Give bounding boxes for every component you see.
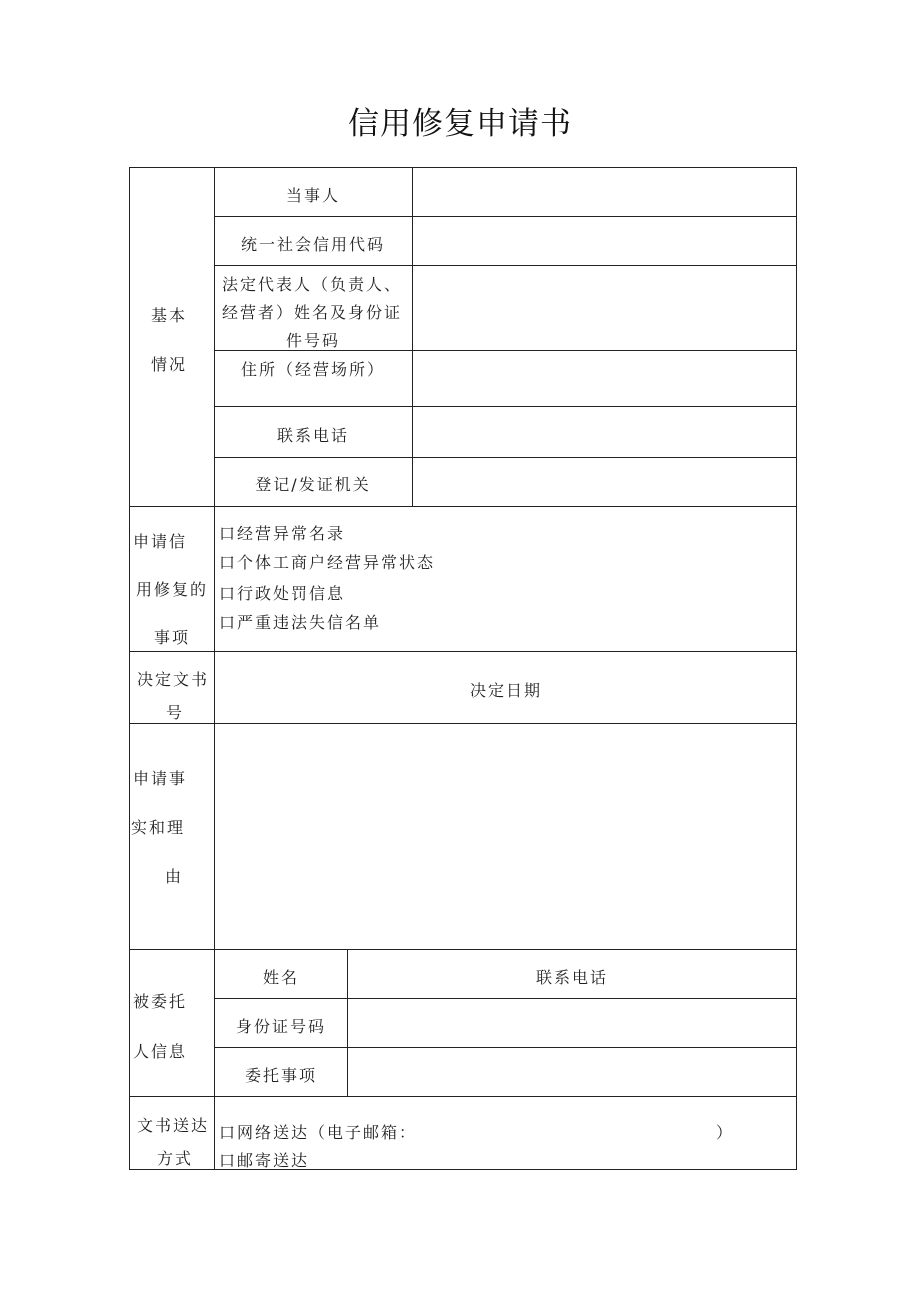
legal-rep-label: 经营者）姓名及身份证: [222, 303, 403, 322]
repair-option-serious-violation-list[interactable]: 口严重违法失信名单: [219, 613, 382, 632]
section-divider: [129, 506, 797, 507]
section-divider: [129, 651, 797, 652]
section-divider: [129, 949, 797, 950]
table-border-left: [129, 167, 130, 1170]
agent-phone-label: 联系电话: [535, 968, 608, 987]
address-label: 住所（经营场所）: [240, 360, 385, 379]
agent-id-value-field[interactable]: [348, 999, 796, 1047]
table-border-right: [796, 167, 797, 1170]
facts-section-label: 实和理: [131, 818, 186, 837]
phone-label: 联系电话: [276, 426, 349, 445]
delivery-section-label: 方式: [157, 1149, 194, 1168]
repair-items-section-label: 申请信: [133, 532, 188, 551]
agent-id-label: 身份证号码: [235, 1017, 326, 1036]
facts-value-field[interactable]: [215, 724, 796, 949]
repair-option-administrative-penalty[interactable]: 口行政处罚信息: [219, 584, 346, 603]
facts-section-label: 由: [165, 867, 184, 886]
legal-rep-label: 法定代表人（负责人、: [222, 275, 403, 294]
basic-info-section-label: 情况: [151, 355, 188, 374]
phone-value-field[interactable]: [413, 407, 796, 457]
basic-info-section-label: 基本: [151, 306, 188, 325]
credit-code-value-field[interactable]: [413, 217, 796, 265]
address-value-field[interactable]: [413, 351, 796, 406]
delivery-option-online[interactable]: 口网络送达（电子邮箱：: [219, 1123, 418, 1142]
page-title: 信用修复申请书: [348, 106, 572, 142]
party-value-field[interactable]: [413, 168, 796, 216]
agent-section-label: 被委托: [133, 992, 188, 1011]
delivery-section-label: 文书送达: [137, 1116, 210, 1135]
agent-section-label: 人信息: [133, 1042, 188, 1061]
legal-rep-label: 件号码: [285, 331, 340, 350]
agent-name-label: 姓名: [262, 968, 299, 987]
repair-items-section-label: 事项: [154, 628, 191, 647]
decision-doc-no-label: 号: [166, 703, 185, 722]
repair-option-individual-abnormal-status[interactable]: 口个体工商户经营异常状态: [219, 553, 436, 572]
agent-matters-label: 委托事项: [244, 1066, 317, 1085]
repair-option-abnormal-list[interactable]: 口经营异常名录: [219, 524, 346, 543]
facts-section-label: 申请事: [133, 769, 188, 788]
delivery-online-close-bracket: ）: [716, 1123, 735, 1142]
party-label: 当事人: [285, 186, 340, 205]
decision-doc-no-label: 决定文书: [137, 670, 210, 689]
repair-items-section-label: 用修复的: [136, 580, 209, 599]
decision-date-label: 决定日期: [469, 681, 542, 700]
legal-rep-value-field[interactable]: [413, 266, 796, 350]
delivery-option-mail[interactable]: 口邮寄送达: [219, 1151, 310, 1170]
registration-authority-label: 登记/发证机关: [255, 475, 371, 494]
credit-code-label: 统一社会信用代码: [240, 235, 385, 254]
agent-matters-value-field[interactable]: [348, 1048, 796, 1096]
registration-authority-value-field[interactable]: [413, 458, 796, 506]
section-divider: [129, 1096, 797, 1097]
